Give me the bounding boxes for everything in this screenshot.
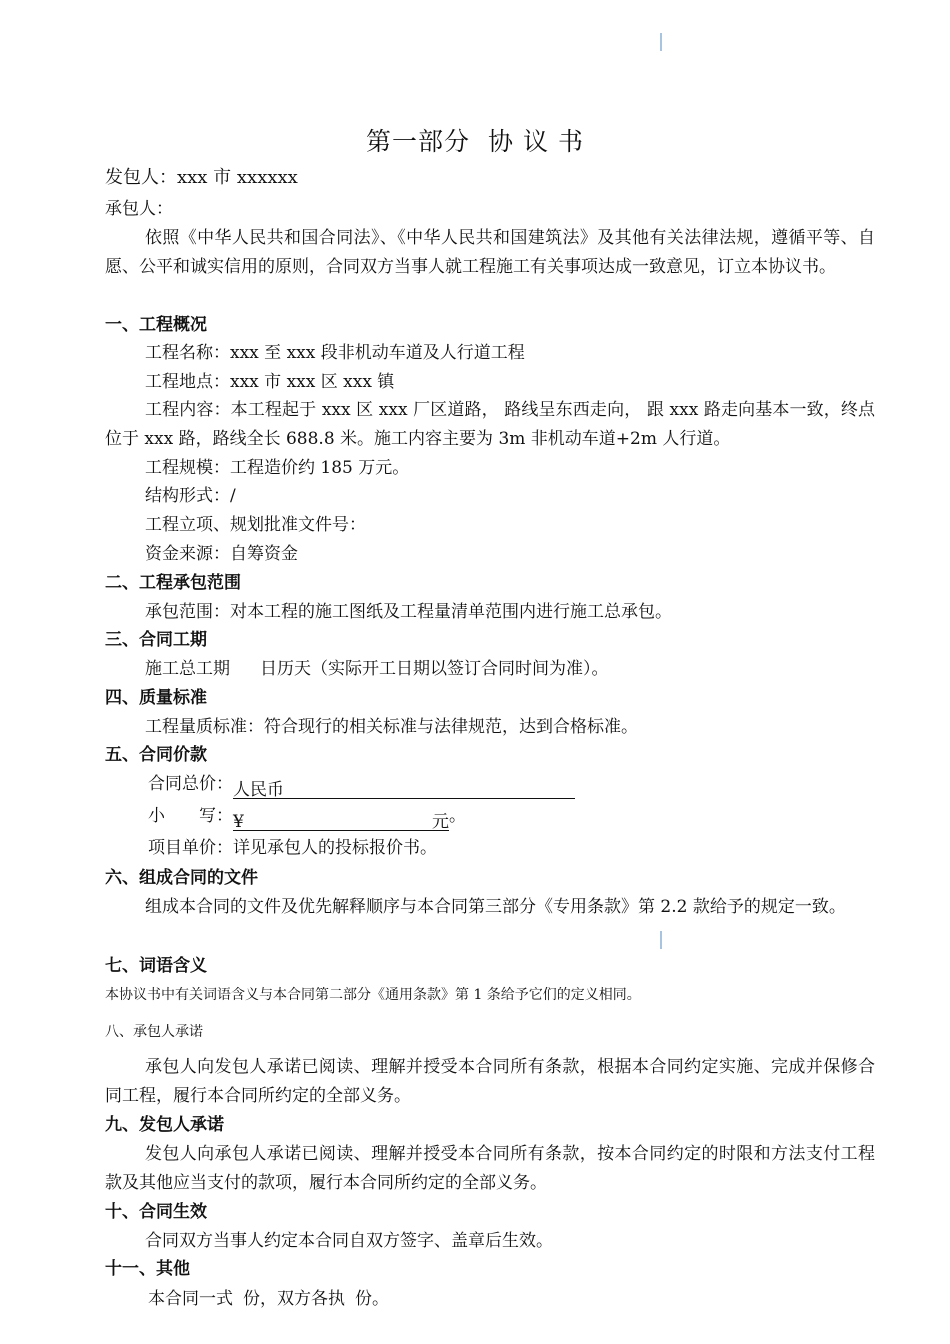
text-cursor-mark bbox=[660, 931, 662, 949]
title-part: 第一部分 bbox=[366, 127, 471, 156]
section-heading: 十、合同生效 bbox=[105, 1202, 207, 1222]
effective-text: 合同双方当事人约定本合同自双方签字、盖章后生效。 bbox=[145, 1231, 553, 1251]
lowercase-price-label: 小 写： bbox=[148, 806, 233, 826]
project-location: 工程地点：xxx 市 xxx 区 xxx 镇 bbox=[145, 372, 395, 392]
section-heading: 二、工程承包范围 bbox=[105, 573, 241, 593]
terms-meaning-text: 本协议书中有关词语含义与本合同第二部分《通用条款》第 1 条给予它们的定义相同。 bbox=[105, 987, 641, 1003]
page-title bbox=[0, 122, 950, 158]
contractor-promise-text: 承包人向发包人承诺已阅读、理解并授受本合同所有条款，根据本合同约定实施、完成并保修合同工程，履行本合同所约定的全部义务。 bbox=[105, 1057, 875, 1106]
duration-text: 施工总工期 日历天（实际开工日期以签订合同时间为准）。 bbox=[145, 659, 609, 679]
total-price-field: 人民币 bbox=[233, 776, 575, 799]
project-content: 工程内容：本工程起于 xxx 区 xxx 厂区道路， 路线呈东西走向， 跟 xxx 路走向基本一致，终点位于 xxx 路，路线全长 688.8 米。施工内容主要为 3m 非机动车道+2m 人行道。 bbox=[105, 400, 875, 449]
section-heading: 六、组成合同的文件 bbox=[105, 868, 258, 888]
total-price-line bbox=[148, 770, 918, 799]
section-heading: 一、工程概况 bbox=[105, 315, 207, 335]
section-heading: 九、发包人承诺 bbox=[105, 1115, 224, 1135]
project-scale: 工程规模：工程造价约 185 万元。 bbox=[145, 458, 410, 478]
approval-doc: 工程立项、规划批准文件号： bbox=[145, 515, 366, 535]
section-heading: 四、质量标准 bbox=[105, 688, 207, 708]
unit-price-text: 项目单价：详见承包人的投标报价书。 bbox=[148, 838, 437, 858]
funding-source: 资金来源：自筹资金 bbox=[145, 544, 298, 564]
section-heading: 十一、其他 bbox=[105, 1259, 190, 1279]
title-main: 协 议 书 bbox=[488, 127, 584, 156]
section-heading: 三、合同工期 bbox=[105, 630, 207, 650]
section-heading: 八、承包人承诺 bbox=[105, 1024, 203, 1040]
project-name: 工程名称：xxx 至 xxx 段非机动车道及人行道工程 bbox=[145, 343, 525, 363]
total-price-label: 合同总价： bbox=[148, 774, 233, 794]
lowercase-price-field: ¥ 元 bbox=[233, 808, 449, 831]
structure-form: 结构形式：/ bbox=[145, 486, 236, 506]
section-heading: 七、词语含义 bbox=[105, 956, 207, 976]
section-heading: 五、合同价款 bbox=[105, 745, 207, 765]
scope-text: 承包范围：对本工程的施工图纸及工程量清单范围内进行施工总承包。 bbox=[145, 602, 672, 622]
employer-line: 发包人：xxx 市 xxxxxx bbox=[105, 167, 298, 188]
text-cursor-mark bbox=[660, 33, 662, 51]
contract-documents-text: 组成本合同的文件及优先解释顺序与本合同第三部分《专用条款》第 2.2 款给予的规定一致。 bbox=[145, 897, 846, 917]
employer-promise-text: 发包人向承包人承诺已阅读、理解并授受本合同所有条款，按本合同约定的时限和方法支付工程款及其他应当支付的款项，履行本合同所约定的全部义务。 bbox=[105, 1144, 875, 1193]
contractor-line: 承包人： bbox=[105, 199, 173, 219]
lowercase-price-line: 小 写：¥ 元 。 bbox=[148, 806, 466, 832]
preamble-paragraph: 依照《中华人民共和国合同法》、《中华人民共和国建筑法》及其他有关法律法规，遵循平等、自愿、公平和诚实信用的原则，合同双方当事人就工程施工有关事项达成一致意见，订立本协议书。 bbox=[105, 228, 875, 277]
copies-text: 本合同一式 份，双方各执 份。 bbox=[148, 1289, 389, 1309]
quality-text: 工程量质标准：符合现行的相关标准与法律规范，达到合格标准。 bbox=[145, 717, 638, 737]
